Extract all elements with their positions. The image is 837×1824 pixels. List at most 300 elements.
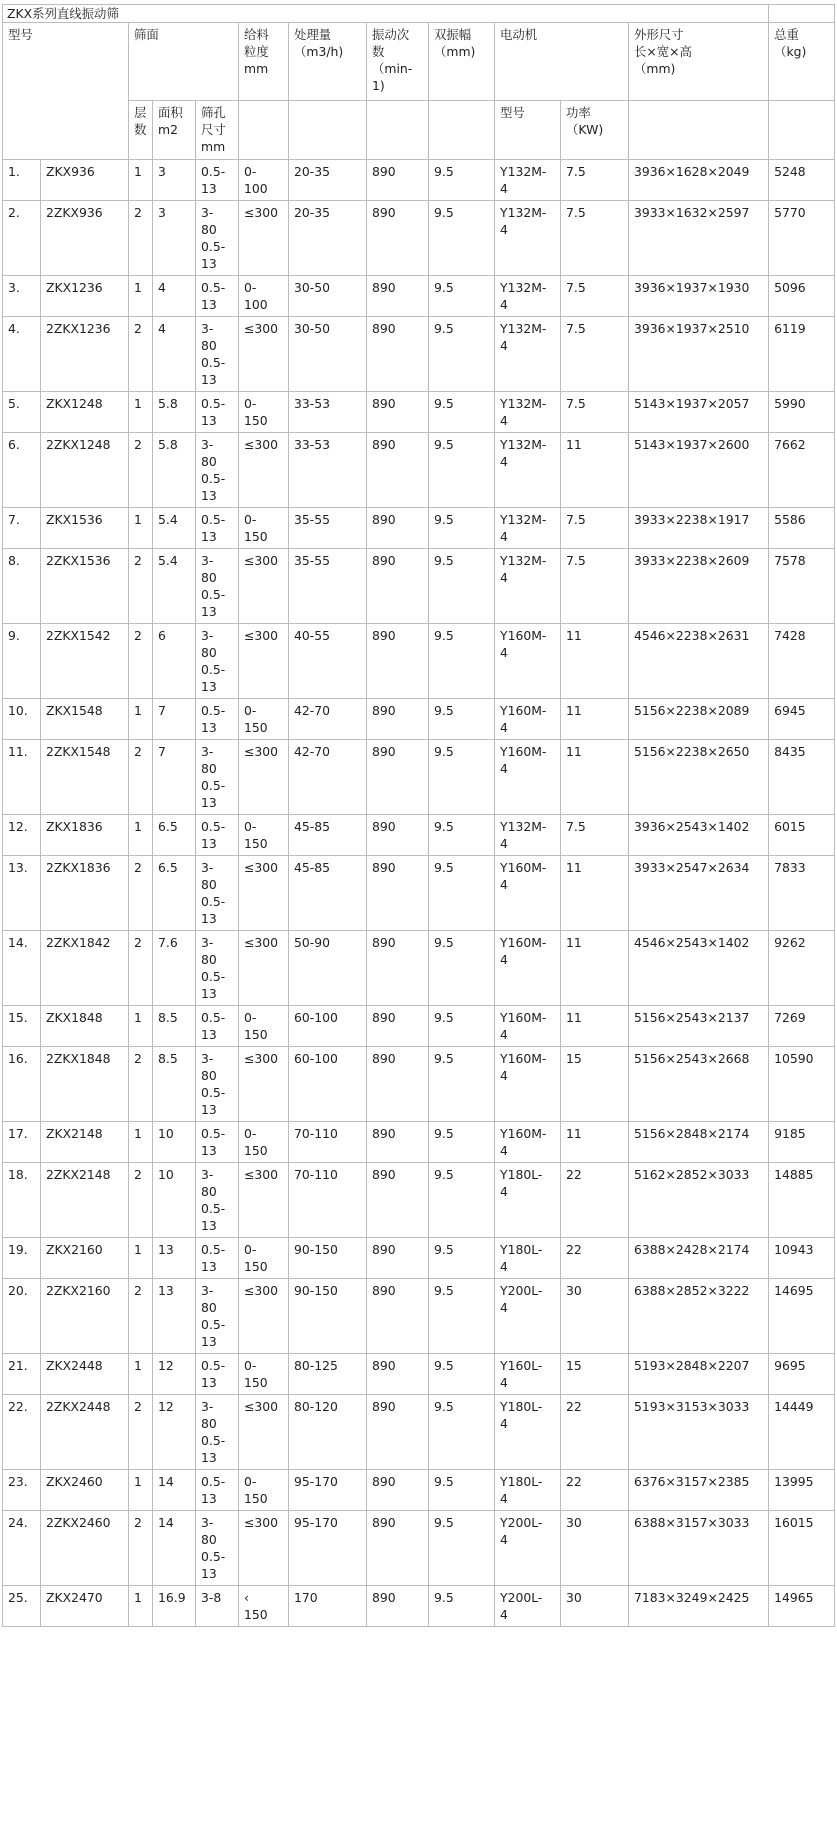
cell-motor-model: Y160M- 4 [495, 931, 561, 1006]
cell-motor-model: Y160M- 4 [495, 624, 561, 699]
header-model: 型号 [3, 23, 129, 160]
cell-power: 7.5 [561, 549, 629, 624]
cell-area: 5.8 [153, 433, 196, 508]
cell-index: 23. [3, 1470, 41, 1511]
cell-index: 18. [3, 1163, 41, 1238]
cell-feed: ≤300 [239, 549, 289, 624]
cell-motor-model: Y200L- 4 [495, 1586, 561, 1627]
cell-weight: 7578 [769, 549, 835, 624]
cell-index: 20. [3, 1279, 41, 1354]
cell-weight: 9262 [769, 931, 835, 1006]
cell-model: 2ZKX1536 [41, 549, 129, 624]
cell-feed: 0- 150 [239, 1122, 289, 1163]
cell-layers: 2 [129, 201, 153, 276]
cell-layers: 2 [129, 1395, 153, 1470]
cell-power: 7.5 [561, 392, 629, 433]
subheader-mesh: 筛孔 尺寸 mm [196, 101, 239, 160]
cell-dimensions: 3933×2238×2609 [629, 549, 769, 624]
cell-model: ZKX1848 [41, 1006, 129, 1047]
cell-model: ZKX1836 [41, 815, 129, 856]
cell-index: 1. [3, 160, 41, 201]
cell-power: 11 [561, 1122, 629, 1163]
cell-dimensions: 3936×1937×2510 [629, 317, 769, 392]
cell-layers: 2 [129, 317, 153, 392]
cell-dimensions: 5156×2238×2650 [629, 740, 769, 815]
cell-feed: 0- 150 [239, 1354, 289, 1395]
cell-capacity: 33-53 [289, 433, 367, 508]
table-row [3, 201, 835, 276]
cell-motor-model: Y132M- 4 [495, 201, 561, 276]
cell-amplitude: 9.5 [429, 1047, 495, 1122]
cell-index: 6. [3, 433, 41, 508]
cell-model: 2ZKX936 [41, 201, 129, 276]
cell-index: 15. [3, 1006, 41, 1047]
cell-model: 2ZKX2148 [41, 1163, 129, 1238]
cell-motor-model: Y160M- 4 [495, 1006, 561, 1047]
table-row [3, 1470, 835, 1511]
cell-amplitude: 9.5 [429, 1470, 495, 1511]
cell-amplitude: 9.5 [429, 931, 495, 1006]
cell-motor-model: Y200L- 4 [495, 1511, 561, 1586]
cell-power: 22 [561, 1163, 629, 1238]
cell-area: 14 [153, 1511, 196, 1586]
cell-layers: 2 [129, 433, 153, 508]
cell-motor-model: Y160L- 4 [495, 1354, 561, 1395]
cell-frequency: 890 [367, 317, 429, 392]
cell-area: 10 [153, 1122, 196, 1163]
cell-feed: 0- 100 [239, 276, 289, 317]
cell-amplitude: 9.5 [429, 624, 495, 699]
cell-weight: 6119 [769, 317, 835, 392]
cell-motor-model: Y180L- 4 [495, 1163, 561, 1238]
cell-dimensions: 3936×1937×1930 [629, 276, 769, 317]
table-row [3, 433, 835, 508]
cell-dimensions: 3936×2543×1402 [629, 815, 769, 856]
cell-index: 13. [3, 856, 41, 931]
cell-capacity: 20-35 [289, 201, 367, 276]
cell-dimensions: 3933×2238×1917 [629, 508, 769, 549]
cell-dimensions: 5156×2543×2668 [629, 1047, 769, 1122]
cell-power: 7.5 [561, 815, 629, 856]
cell-amplitude: 9.5 [429, 433, 495, 508]
cell-frequency: 890 [367, 1163, 429, 1238]
cell-feed: ≤300 [239, 856, 289, 931]
cell-mesh: 3- 80 0.5- 13 [196, 624, 239, 699]
cell-mesh: 0.5- 13 [196, 160, 239, 201]
cell-mesh: 0.5- 13 [196, 699, 239, 740]
cell-frequency: 890 [367, 433, 429, 508]
cell-index: 22. [3, 1395, 41, 1470]
cell-mesh: 3-8 [196, 1586, 239, 1627]
cell-capacity: 35-55 [289, 549, 367, 624]
cell-area: 8.5 [153, 1006, 196, 1047]
cell-weight: 14449 [769, 1395, 835, 1470]
cell-capacity: 70-110 [289, 1163, 367, 1238]
cell-frequency: 890 [367, 1279, 429, 1354]
cell-motor-model: Y132M- 4 [495, 815, 561, 856]
cell-capacity: 95-170 [289, 1470, 367, 1511]
cell-mesh: 0.5- 13 [196, 276, 239, 317]
cell-capacity: 45-85 [289, 815, 367, 856]
cell-layers: 2 [129, 1511, 153, 1586]
cell-model: ZKX1236 [41, 276, 129, 317]
cell-dimensions: 5162×2852×3033 [629, 1163, 769, 1238]
cell-area: 5.4 [153, 508, 196, 549]
cell-mesh: 3- 80 0.5- 13 [196, 856, 239, 931]
cell-feed: ≤300 [239, 624, 289, 699]
cell-frequency: 890 [367, 931, 429, 1006]
subheader-empty [367, 101, 429, 160]
cell-index: 5. [3, 392, 41, 433]
cell-index: 4. [3, 317, 41, 392]
cell-motor-model: Y132M- 4 [495, 508, 561, 549]
cell-capacity: 70-110 [289, 1122, 367, 1163]
cell-area: 3 [153, 160, 196, 201]
cell-dimensions: 5156×2848×2174 [629, 1122, 769, 1163]
cell-index: 9. [3, 624, 41, 699]
cell-model: 2ZKX1248 [41, 433, 129, 508]
header-feed-size: 给料 粒度 mm [239, 23, 289, 101]
table-row [3, 1238, 835, 1279]
cell-amplitude: 9.5 [429, 1354, 495, 1395]
cell-power: 30 [561, 1511, 629, 1586]
cell-amplitude: 9.5 [429, 1122, 495, 1163]
cell-feed: ‹ 150 [239, 1586, 289, 1627]
cell-power: 11 [561, 699, 629, 740]
subheader-motor-model: 型号 [495, 101, 561, 160]
cell-frequency: 890 [367, 549, 429, 624]
table-row [3, 931, 835, 1006]
cell-index: 8. [3, 549, 41, 624]
subheader-empty [239, 101, 289, 160]
cell-model: 2ZKX1236 [41, 317, 129, 392]
cell-power: 30 [561, 1279, 629, 1354]
cell-index: 14. [3, 931, 41, 1006]
cell-feed: ≤300 [239, 433, 289, 508]
cell-mesh: 3- 80 0.5- 13 [196, 1163, 239, 1238]
cell-feed: 0- 150 [239, 699, 289, 740]
cell-weight: 7269 [769, 1006, 835, 1047]
cell-power: 11 [561, 624, 629, 699]
cell-model: ZKX2470 [41, 1586, 129, 1627]
cell-area: 13 [153, 1279, 196, 1354]
table-row [3, 740, 835, 815]
cell-frequency: 890 [367, 1122, 429, 1163]
cell-feed: 0- 150 [239, 392, 289, 433]
cell-mesh: 3- 80 0.5- 13 [196, 549, 239, 624]
cell-frequency: 890 [367, 276, 429, 317]
cell-weight: 10590 [769, 1047, 835, 1122]
cell-index: 16. [3, 1047, 41, 1122]
table-row [3, 392, 835, 433]
cell-layers: 1 [129, 1470, 153, 1511]
cell-frequency: 890 [367, 1238, 429, 1279]
cell-mesh: 3- 80 0.5- 13 [196, 1395, 239, 1470]
spec-table [2, 4, 835, 1627]
cell-amplitude: 9.5 [429, 508, 495, 549]
cell-area: 6.5 [153, 856, 196, 931]
cell-capacity: 20-35 [289, 160, 367, 201]
cell-weight: 5586 [769, 508, 835, 549]
cell-mesh: 3- 80 0.5- 13 [196, 1047, 239, 1122]
cell-weight: 16015 [769, 1511, 835, 1586]
cell-feed: ≤300 [239, 740, 289, 815]
table-row [3, 317, 835, 392]
cell-index: 24. [3, 1511, 41, 1586]
cell-feed: 0- 150 [239, 508, 289, 549]
cell-dimensions: 5156×2543×2137 [629, 1006, 769, 1047]
cell-dimensions: 3936×1628×2049 [629, 160, 769, 201]
cell-amplitude: 9.5 [429, 1238, 495, 1279]
cell-area: 6 [153, 624, 196, 699]
subheader-empty [769, 101, 835, 160]
cell-weight: 5248 [769, 160, 835, 201]
cell-frequency: 890 [367, 856, 429, 931]
cell-motor-model: Y160M- 4 [495, 1047, 561, 1122]
cell-feed: ≤300 [239, 1511, 289, 1586]
cell-motor-model: Y132M- 4 [495, 549, 561, 624]
cell-layers: 2 [129, 740, 153, 815]
cell-motor-model: Y160M- 4 [495, 1122, 561, 1163]
cell-layers: 2 [129, 624, 153, 699]
cell-area: 6.5 [153, 815, 196, 856]
cell-mesh: 3- 80 0.5- 13 [196, 433, 239, 508]
cell-power: 15 [561, 1354, 629, 1395]
cell-motor-model: Y180L- 4 [495, 1470, 561, 1511]
cell-mesh: 0.5- 13 [196, 1122, 239, 1163]
cell-weight: 5990 [769, 392, 835, 433]
cell-dimensions: 7183×3249×2425 [629, 1586, 769, 1627]
cell-amplitude: 9.5 [429, 276, 495, 317]
cell-power: 11 [561, 433, 629, 508]
cell-layers: 1 [129, 160, 153, 201]
cell-layers: 2 [129, 549, 153, 624]
cell-area: 12 [153, 1395, 196, 1470]
cell-index: 11. [3, 740, 41, 815]
cell-weight: 7833 [769, 856, 835, 931]
cell-dimensions: 5193×2848×2207 [629, 1354, 769, 1395]
cell-dimensions: 5143×1937×2600 [629, 433, 769, 508]
cell-weight: 14695 [769, 1279, 835, 1354]
cell-power: 11 [561, 1006, 629, 1047]
cell-frequency: 890 [367, 624, 429, 699]
table-row [3, 624, 835, 699]
subheader-empty [429, 101, 495, 160]
cell-motor-model: Y132M- 4 [495, 433, 561, 508]
cell-power: 11 [561, 856, 629, 931]
cell-area: 8.5 [153, 1047, 196, 1122]
cell-frequency: 890 [367, 1470, 429, 1511]
cell-frequency: 890 [367, 160, 429, 201]
cell-area: 14 [153, 1470, 196, 1511]
cell-model: ZKX936 [41, 160, 129, 201]
cell-model: ZKX2148 [41, 1122, 129, 1163]
table-row [3, 1586, 835, 1627]
cell-frequency: 890 [367, 740, 429, 815]
cell-layers: 2 [129, 931, 153, 1006]
cell-index: 12. [3, 815, 41, 856]
cell-model: ZKX2460 [41, 1470, 129, 1511]
cell-area: 12 [153, 1354, 196, 1395]
cell-power: 11 [561, 740, 629, 815]
caption-spacer [769, 5, 835, 23]
cell-index: 19. [3, 1238, 41, 1279]
header-screen: 筛面 [129, 23, 239, 101]
cell-model: 2ZKX1542 [41, 624, 129, 699]
table-row [3, 276, 835, 317]
cell-motor-model: Y160M- 4 [495, 856, 561, 931]
cell-layers: 2 [129, 1047, 153, 1122]
cell-amplitude: 9.5 [429, 317, 495, 392]
cell-frequency: 890 [367, 699, 429, 740]
cell-weight: 9695 [769, 1354, 835, 1395]
cell-weight: 8435 [769, 740, 835, 815]
cell-feed: ≤300 [239, 1279, 289, 1354]
cell-feed: ≤300 [239, 1395, 289, 1470]
cell-layers: 1 [129, 699, 153, 740]
cell-layers: 2 [129, 1163, 153, 1238]
cell-area: 10 [153, 1163, 196, 1238]
cell-index: 17. [3, 1122, 41, 1163]
cell-mesh: 3- 80 0.5- 13 [196, 317, 239, 392]
cell-power: 15 [561, 1047, 629, 1122]
header-amplitude: 双振幅 （mm) [429, 23, 495, 101]
cell-power: 22 [561, 1395, 629, 1470]
cell-amplitude: 9.5 [429, 856, 495, 931]
cell-frequency: 890 [367, 508, 429, 549]
cell-motor-model: Y132M- 4 [495, 160, 561, 201]
cell-weight: 14965 [769, 1586, 835, 1627]
cell-mesh: 3- 80 0.5- 13 [196, 1511, 239, 1586]
cell-layers: 1 [129, 1354, 153, 1395]
cell-capacity: 45-85 [289, 856, 367, 931]
cell-power: 7.5 [561, 201, 629, 276]
cell-weight: 5096 [769, 276, 835, 317]
cell-amplitude: 9.5 [429, 160, 495, 201]
cell-dimensions: 6376×3157×2385 [629, 1470, 769, 1511]
cell-feed: 0- 150 [239, 815, 289, 856]
cell-feed: ≤300 [239, 1047, 289, 1122]
cell-amplitude: 9.5 [429, 1006, 495, 1047]
cell-layers: 1 [129, 1586, 153, 1627]
cell-capacity: 90-150 [289, 1279, 367, 1354]
cell-layers: 1 [129, 1238, 153, 1279]
cell-feed: 0- 150 [239, 1238, 289, 1279]
header-dimensions: 外形尺寸 长×宽×高 （mm) [629, 23, 769, 101]
table-row [3, 1122, 835, 1163]
cell-weight: 14885 [769, 1163, 835, 1238]
cell-capacity: 33-53 [289, 392, 367, 433]
cell-frequency: 890 [367, 1395, 429, 1470]
table-row [3, 856, 835, 931]
subheader-layers: 层 数 [129, 101, 153, 160]
header-weight: 总重 （kg) [769, 23, 835, 101]
cell-power: 11 [561, 931, 629, 1006]
cell-dimensions: 6388×2852×3222 [629, 1279, 769, 1354]
cell-dimensions: 6388×3157×3033 [629, 1511, 769, 1586]
table-row [3, 1354, 835, 1395]
cell-capacity: 90-150 [289, 1238, 367, 1279]
cell-area: 4 [153, 276, 196, 317]
cell-dimensions: 4546×2543×1402 [629, 931, 769, 1006]
cell-weight: 7662 [769, 433, 835, 508]
cell-index: 2. [3, 201, 41, 276]
cell-power: 30 [561, 1586, 629, 1627]
cell-area: 7 [153, 740, 196, 815]
cell-layers: 1 [129, 1006, 153, 1047]
cell-mesh: 3- 80 0.5- 13 [196, 1279, 239, 1354]
cell-dimensions: 5143×1937×2057 [629, 392, 769, 433]
cell-model: 2ZKX1848 [41, 1047, 129, 1122]
table-row [3, 508, 835, 549]
cell-mesh: 0.5- 13 [196, 1354, 239, 1395]
cell-feed: ≤300 [239, 317, 289, 392]
cell-weight: 7428 [769, 624, 835, 699]
cell-power: 7.5 [561, 276, 629, 317]
table-row [3, 699, 835, 740]
cell-model: ZKX1536 [41, 508, 129, 549]
cell-capacity: 30-50 [289, 276, 367, 317]
table-row [3, 1279, 835, 1354]
table-row [3, 1047, 835, 1122]
cell-mesh: 0.5- 13 [196, 508, 239, 549]
table-row [3, 815, 835, 856]
cell-frequency: 890 [367, 1586, 429, 1627]
cell-layers: 1 [129, 276, 153, 317]
cell-feed: ≤300 [239, 931, 289, 1006]
cell-index: 25. [3, 1586, 41, 1627]
cell-area: 4 [153, 317, 196, 392]
cell-layers: 1 [129, 392, 153, 433]
cell-feed: 0- 100 [239, 160, 289, 201]
cell-weight: 6945 [769, 699, 835, 740]
cell-power: 7.5 [561, 317, 629, 392]
header-vibration-frequency: 振动次 数 （min- 1) [367, 23, 429, 101]
cell-feed: 0- 150 [239, 1470, 289, 1511]
cell-amplitude: 9.5 [429, 1163, 495, 1238]
cell-feed: 0- 150 [239, 1006, 289, 1047]
cell-mesh: 0.5- 13 [196, 1006, 239, 1047]
cell-layers: 2 [129, 856, 153, 931]
cell-capacity: 30-50 [289, 317, 367, 392]
cell-index: 10. [3, 699, 41, 740]
cell-area: 13 [153, 1238, 196, 1279]
cell-capacity: 60-100 [289, 1047, 367, 1122]
cell-model: 2ZKX2460 [41, 1511, 129, 1586]
cell-mesh: 0.5- 13 [196, 1238, 239, 1279]
cell-area: 7 [153, 699, 196, 740]
cell-amplitude: 9.5 [429, 699, 495, 740]
cell-mesh: 3- 80 0.5- 13 [196, 201, 239, 276]
cell-power: 22 [561, 1470, 629, 1511]
cell-motor-model: Y132M- 4 [495, 276, 561, 317]
cell-area: 16.9 [153, 1586, 196, 1627]
table-caption: ZKX系列直线振动筛 [3, 5, 769, 23]
cell-area: 3 [153, 201, 196, 276]
cell-amplitude: 9.5 [429, 1586, 495, 1627]
cell-weight: 10943 [769, 1238, 835, 1279]
cell-frequency: 890 [367, 1354, 429, 1395]
cell-motor-model: Y200L- 4 [495, 1279, 561, 1354]
cell-mesh: 0.5- 13 [196, 1470, 239, 1511]
cell-power: 22 [561, 1238, 629, 1279]
cell-layers: 2 [129, 1279, 153, 1354]
cell-capacity: 50-90 [289, 931, 367, 1006]
cell-capacity: 80-125 [289, 1354, 367, 1395]
cell-layers: 1 [129, 1122, 153, 1163]
cell-frequency: 890 [367, 1047, 429, 1122]
cell-frequency: 890 [367, 1511, 429, 1586]
